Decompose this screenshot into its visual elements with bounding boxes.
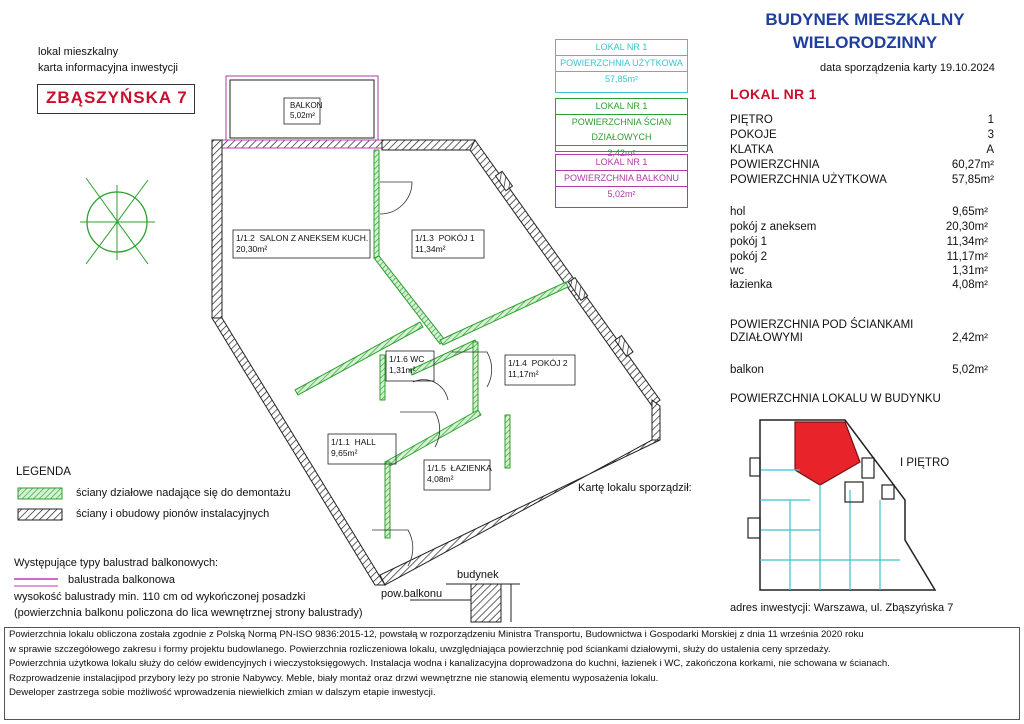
param-value: 60,27m² (951, 159, 994, 171)
box-line: POWIERZCHNIA ŚCIAN DZIAŁOWYCH (556, 114, 687, 146)
footer-line: Rozprowadzenie instalacjipod przybory leży po stronie Nabywcy. Meble, biały montaż oraz drzwi wewnętrzne nie stanowią elementu wyposażenia lokalu. (9, 672, 659, 684)
room-label: hol (730, 206, 746, 218)
unit-title: LOKAL NR 1 (730, 86, 817, 102)
room-name: BALKON (290, 101, 323, 110)
walls-value: 2,42m² (952, 332, 988, 344)
card-type: lokal mieszkalny (38, 46, 119, 58)
room-label: wc (730, 265, 745, 277)
legend-title: LEGENDA (16, 466, 71, 478)
room-name: POKÓJ 1 (438, 233, 475, 243)
balcony-label: balkon (730, 364, 764, 376)
room-area: 5,02m² (290, 111, 315, 120)
room-value: 1,31m² (952, 265, 988, 277)
room-value: 4,08m² (952, 279, 988, 291)
room-id: 1/1.2 (236, 233, 255, 243)
walls-label-2: DZIAŁOWYMI (730, 332, 803, 344)
room-name: HALL (354, 437, 376, 447)
footer-line: Powierzchnia użytkowa lokalu służy do celów ewidencyjnych i wieczystoksięgowych. Instalacja wodna i kanalizacyjna doprowadzona do kuchni, łazienek i WC, zakończona korkami, nie schowana w ścianach. (9, 658, 890, 669)
room-value: 11,34m² (946, 236, 988, 248)
room-id: 1/1.6 (389, 354, 408, 364)
box-line: POWIERZCHNIA BALKONU (556, 170, 687, 187)
card-subtitle: karta informacyjna inwestycji (38, 62, 178, 74)
param-value: A (986, 144, 994, 156)
room-area: 9,65m² (331, 448, 358, 458)
param-label: PIĘTRO (730, 114, 773, 126)
footer-line: w sprawie szczegółowego zakresu i formy projektu budowlanego. Powierzchnia rozliczeniowa lokalu, uwzględniająca powierzchnię pod ściankami działowymi, służy do ustalenia ceny sprzedaży. (9, 643, 831, 655)
param-value: 3 (987, 129, 994, 141)
building-location-plan (748, 420, 935, 590)
balustrade-height-note: wysokość balustrady min. 110 cm od wykończonej posadzki (14, 591, 306, 603)
room-label: pokój z aneksem (730, 221, 817, 233)
box-line: LOKAL NR 1 (595, 101, 648, 111)
param-value: 1 (987, 114, 994, 126)
location-title: POWIERZCHNIA LOKALU W BUDYNKU (730, 393, 941, 405)
street-name: ZBĄSZYŃSKA 7 (46, 88, 188, 107)
room-name: WC (410, 354, 425, 364)
author-label: Kartę lokalu sporządził: (578, 482, 692, 494)
north-compass-icon (80, 178, 155, 264)
room-id: 1/1.5 (427, 463, 446, 473)
investment-address: adres inwestycji: Warszawa, ul. Zbąszyńska 7 (730, 602, 954, 614)
balustrade-label: balustrada balkonowa (68, 574, 176, 586)
footer-notes (4, 627, 1020, 720)
room-id: 1/1.4 (508, 358, 527, 368)
room-pokoj2-label (508, 358, 568, 380)
legend-swatch-structural (18, 509, 62, 520)
card-date: data sporządzenia karty 19.10.2024 (820, 62, 995, 74)
room-label: pokój 2 (730, 251, 768, 263)
building-title-line2: WIELORODZINNY (792, 33, 938, 52)
param-label: POKOJE (730, 129, 777, 141)
room-label: łazienka (730, 279, 773, 291)
room-area: 11,17m² (508, 369, 539, 379)
legend-item-structural: ściany i obudowy pionów instalacyjnych (76, 508, 270, 520)
box-line: 57,85m² (604, 74, 639, 84)
floor-label: I PIĘTRO (900, 457, 950, 469)
box-line: LOKAL NR 1 (595, 157, 648, 167)
param-value: 57,85m² (951, 174, 994, 186)
param-label: POWIERZCHNIA UŻYTKOWA (730, 174, 887, 186)
building-title-line1: BUDYNEK MIESZKALNY (765, 10, 965, 29)
room-area: 11,34m² (415, 244, 446, 254)
detail-building-label: budynek (457, 569, 499, 581)
room-area: 4,08m² (427, 474, 454, 484)
room-value: 9,65m² (952, 206, 988, 218)
legend-swatch-partition (18, 488, 62, 499)
room-pokoj1-label (415, 233, 475, 255)
room-value: 11,17m² (946, 251, 988, 263)
footer-line: Deweloper zastrzega sobie możliwość wprowadzenia niewielkich zmian w dalszym etapie inwestycji. (9, 687, 436, 698)
room-id: 1/1.1 (331, 437, 350, 447)
room-hall-label (331, 437, 376, 459)
balcony-value: 5,02m² (952, 364, 988, 376)
room-label: pokój 1 (730, 236, 768, 248)
room-salon-label (236, 233, 368, 255)
param-label: POWIERZCHNIA (730, 159, 820, 171)
room-name: ŁAZIENKA (450, 463, 492, 473)
balustrade-title: Występujące typy balustrad balkonowych: (14, 557, 219, 569)
box-line: POWIERZCHNIA UŻYTKOWA (556, 55, 687, 72)
box-line: 5,02m² (607, 189, 636, 199)
room-value: 20,30m² (945, 221, 988, 233)
room-lazienka-label (427, 463, 492, 485)
legend-item-partition: ściany działowe nadające się do demontażu (76, 487, 291, 499)
room-area: 20,30m² (236, 244, 268, 254)
room-name: SALON Z ANEKSEM KUCH. (259, 233, 369, 243)
room-name: POKÓJ 2 (531, 358, 568, 368)
balcony-room-label (290, 101, 322, 121)
room-id: 1/1.3 (415, 233, 434, 243)
room-area: 1,31m² (389, 365, 416, 375)
detail-balcony-label: pow.balkonu (381, 588, 443, 600)
box-line: LOKAL NR 1 (595, 42, 648, 52)
box-line: 2,42m² (607, 148, 636, 158)
footer-line: Powierzchnia lokalu obliczona została zgodnie z Polską Normą PN-ISO 9836:2015-12, powstałą w rozporządzeniu Ministra Transportu, Budownictwa i Gospodarki Morskiej z dnia 11 września 2020 roku (9, 629, 864, 640)
walls-label-1: POWIERZCHNIA POD ŚCIANKAMI (730, 319, 914, 331)
balcony-area-note: (powierzchnia balkonu policzona do lica wewnętrznej strony balustrady) (14, 607, 363, 619)
room-wc-label (389, 354, 424, 376)
param-label: KLATKA (730, 144, 774, 156)
